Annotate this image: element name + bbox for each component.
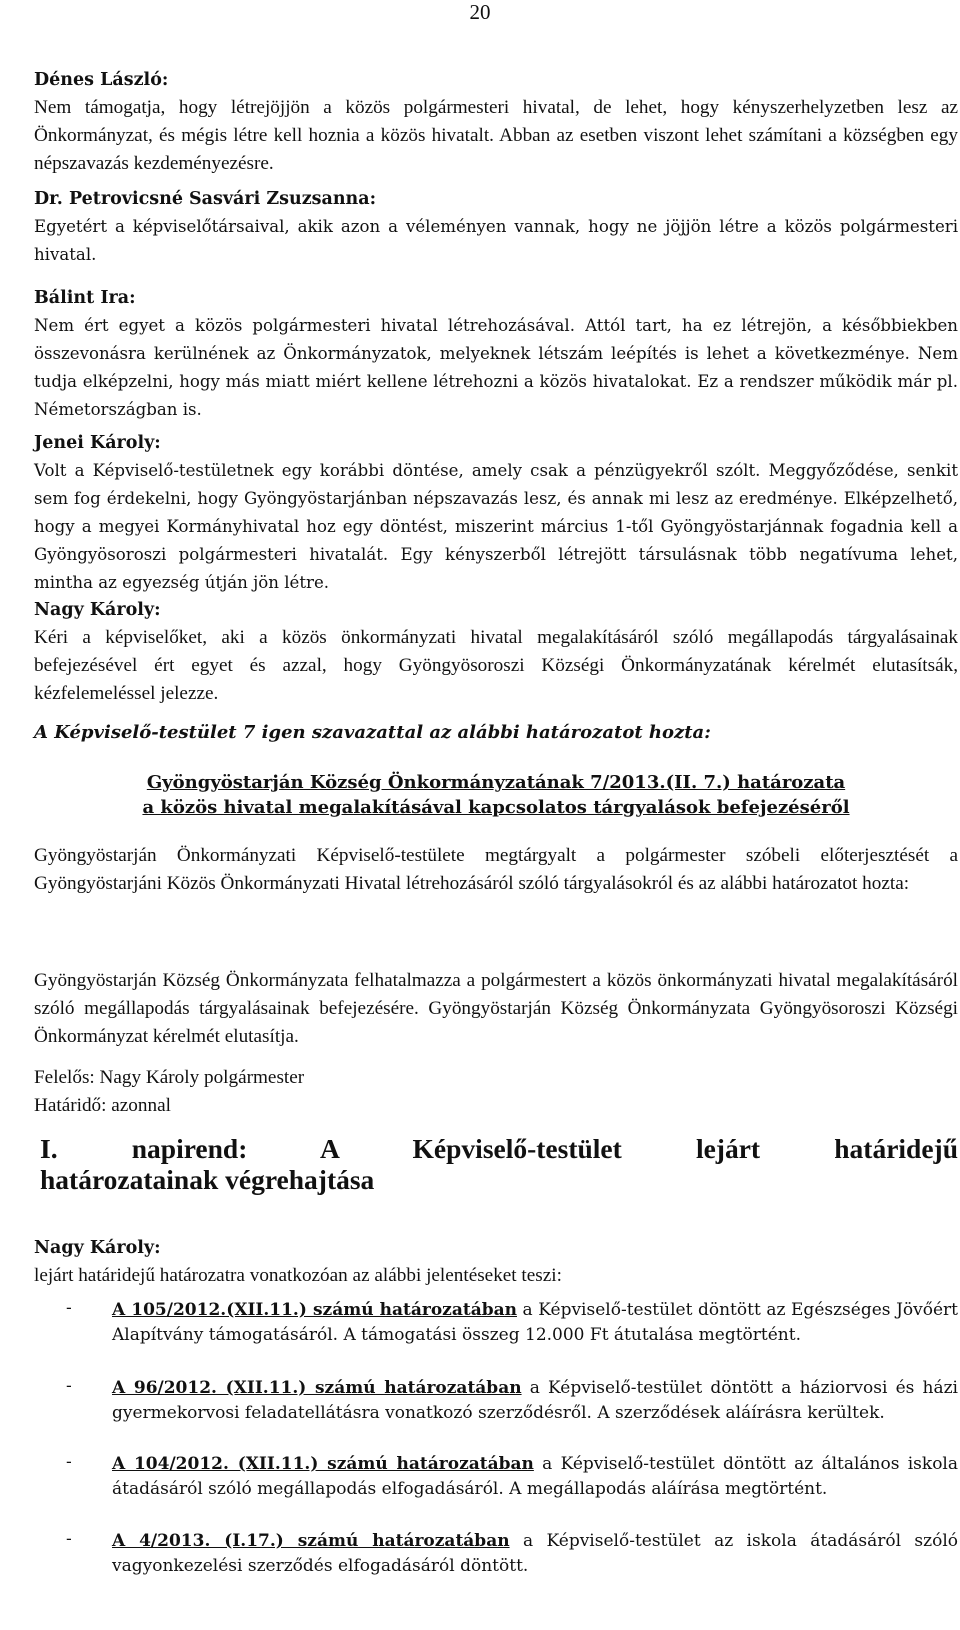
- resolution-text: Gyöngyöstarján Község Önkormányzata felhatalmazza a polgármestert a közös önkormányzati hivatal megalakításáról szóló megállapodás tárgyalásainak befejezésére. Gyöngyöstarján Község Önkormányzata Gyöngyösoroszi Községi Önkormányzat kérelmét elutasítja.: [34, 970, 958, 1047]
- speaker-name: Nagy Károly:: [34, 600, 161, 620]
- report-intro: lejárt határidejű határozatra vonatkozóan az alábbi jelentéseket teszi:: [34, 1265, 562, 1286]
- speech-balint: [34, 284, 958, 424]
- speech-text: Nem támogatja, hogy létrejöjjön a közös polgármesteri hivatal, de lehet, hogy kényszerhelyzetben lesz az Önkormányzat, és mégis létre kell hoznia a közös hivatalt. Abban az esetben viszont lehet számítani a községben egy népszavazás kezdeményezésre.: [34, 97, 958, 174]
- speech-nagy: [34, 596, 958, 708]
- resolution-text: Gyöngyöstarján Önkormányzati Képviselő-testülete megtárgyalt a polgármester szóbeli előterjesztését a Gyöngyöstarjáni Közös Önkormányzati Hivatal létrehozásáról szóló tárgyalásokról és az alábbi határozatot hozta:: [34, 845, 958, 894]
- speaker-name: Bálint Ira:: [34, 288, 136, 308]
- report-section: [34, 1234, 958, 1290]
- list-item-body: a Képviselő-testület döntött a háziorvosi és házi gyermekorvosi feladatellátásra vonatkozó szerződésről. A szerződések aláírásra kerültek.: [112, 1378, 958, 1423]
- list-dash: -: [66, 1298, 72, 1318]
- deadline-line: Határidő: azonnal: [34, 1095, 171, 1116]
- list-item-body: a Képviselő-testület döntött az Egészséges Jövőért Alapítvány támogatásáról. A támogatási összeg 12.000 Ft átutalása megtörtént.: [112, 1300, 958, 1345]
- agenda-title-line-1: I. napirend: A Képviselő-testület lejárt határidejű: [40, 1133, 958, 1164]
- list-item: [34, 1298, 958, 1348]
- speech-petrovicsne: [34, 185, 958, 269]
- list-item-text: [112, 1452, 958, 1502]
- list-item-body: a Képviselő-testület döntött az általános iskola átadásáról szóló megállapodás elfogadásáról. A megállapodás aláírása megtörtént.: [112, 1454, 959, 1499]
- list-item-text: [112, 1298, 958, 1348]
- resolution-reference: A 96/2012. (XII.11.) számú határozatában: [112, 1378, 522, 1398]
- speech-text: Nem ért egyet a közös polgármesteri hivatal létrehozásával. Attól tart, ha ez létrejön, a későbbiekben összevonásra kerülnének az Önkormányzatok, melyeknek létszám leépítés is lehet a következménye. Nem tudja elképzelni, hogy más miatt miért kellene létrehozni a közös hivatalokat. Ez a rendszer működik már pl. Németországban is.: [34, 316, 958, 419]
- speaker-name: Nagy Károly:: [34, 1238, 161, 1258]
- list-item-text: [112, 1376, 958, 1426]
- speaker-name: Dr. Petrovicsné Sasvári Zsuzsanna:: [34, 189, 377, 209]
- speech-jenei: [34, 429, 958, 597]
- resolution-header: [34, 770, 958, 820]
- resolution-para-2: [34, 967, 958, 1051]
- list-dash: -: [66, 1529, 72, 1549]
- speaker-name: Jenei Károly:: [34, 433, 161, 453]
- agenda-heading: [40, 1133, 958, 1195]
- agenda-title-line-2: határozatainak végrehajtása: [40, 1164, 375, 1195]
- speech-text: Volt a Képviselő-testületnek egy korábbi döntése, amely csak a pénzügyekről szólt. Meggyőződése, senkit sem fog érdekelni, hogy Gyöngyöstarjánban népszavazás lesz, és annak mi lesz az eredménye. Elképzelhető, hogy a megyei Kormányhivatal hoz egy döntést, miszerint március 1-től Gyöngyöstarjánnak fogadnia kell a Gyöngyösoroszi polgármesteri hivatalát. Egy kényszerből létrejött társulásnak több negatívuma lehet, mintha az egyezség útján jön létre.: [34, 461, 958, 592]
- speaker-name: Dénes László:: [34, 70, 169, 90]
- speech-text: Egyetért a képviselőtársaival, akik azon a véleményen vannak, hogy ne jöjjön létre a közös polgármesteri hivatal.: [34, 217, 958, 264]
- resolution-reference: A 104/2012. (XII.11.) számú határozatában: [112, 1454, 534, 1474]
- resolution-title: Gyöngyöstarján Község Önkormányzatának 7/2013.(II. 7.) határozata: [146, 772, 846, 793]
- list-item-text: [112, 1529, 958, 1579]
- list-item: [34, 1452, 958, 1502]
- list-dash: -: [66, 1376, 72, 1396]
- list-item: [34, 1376, 958, 1426]
- list-dash: -: [66, 1452, 72, 1472]
- list-item: [34, 1529, 958, 1579]
- vote-result-line: A Képviselő-testület 7 igen szavazattal az alábbi határozatot hozta:: [34, 722, 711, 743]
- resolution-para-1: [34, 842, 958, 898]
- list-item-body: a Képviselő-testület az iskola átadásáról szóló vagyonkezelési szerződés elfogadásáról döntött.: [112, 1531, 958, 1576]
- speech-denes: [34, 66, 958, 178]
- speech-text: Kéri a képviselőket, aki a közös önkormányzati hivatal megalakításáról szóló megállapodás tárgyalásainak befejezésével ért egyet és azzal, hogy Gyöngyösoroszi Községi Önkormányzatának kérelmét elutasítsák, kézfelemeléssel jelezze.: [34, 627, 958, 704]
- resolution-meta: [34, 1064, 958, 1120]
- resolution-reference: A 105/2012.(XII.11.) számú határozatában: [112, 1300, 517, 1320]
- resolution-subtitle: a közös hivatal megalakításával kapcsolatos tárgyalások befejezéséről: [142, 797, 850, 818]
- page-number: 20: [469, 0, 491, 24]
- responsible-line: Felelős: Nagy Károly polgármester: [34, 1067, 305, 1088]
- resolution-reference: A 4/2013. (I.17.) számú határozatában: [112, 1531, 510, 1551]
